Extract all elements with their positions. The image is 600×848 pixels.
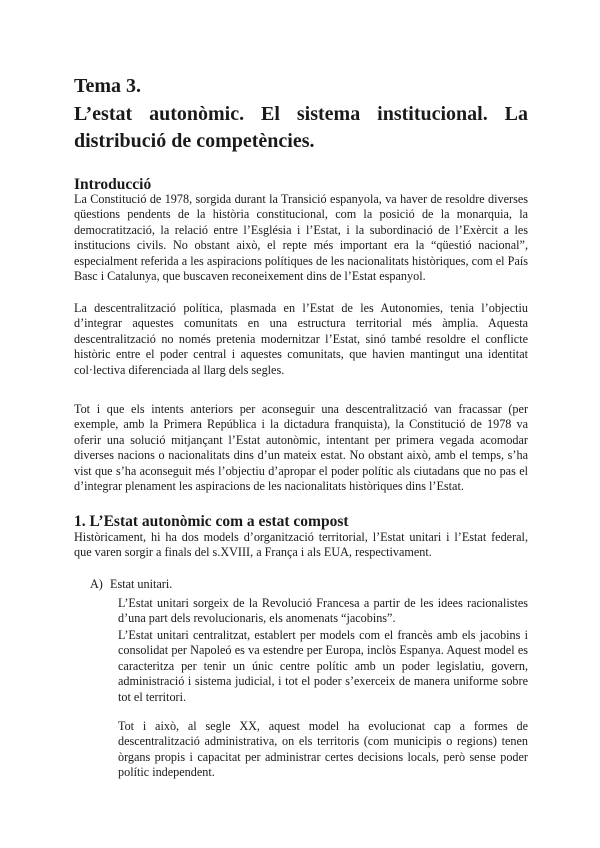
- intro-paragraph-2: La descentralització política, plasmada en l’Estat de les Autonomies, tenia l’objectiu d’integrar aquestes comunitats en una estructura territorial més àmplia. Aquesta descentralització no només pretenia modernitzar l’Estat, sinó també resoldre el conflicte històric entre el poder central i aquestes comunitats, que havien mantingut una identitat col·lectiva diferenciada al llarg dels segles.: [74, 301, 528, 377]
- list-item-a-paragraph-2: L’Estat unitari centralitzat, establert per models com el francès amb els jacobins i consolidat per Napoleó es va estendre per Europa, inclòs Espanya. Aquest model es caracteritza per tenir un únic centre polític amb un poder legislatiu, govern, administració i sistema judicial, i tot el poder s’exerceix de manera uniforme sobre tot el territori.: [118, 628, 528, 704]
- doc-title-line-2: L’estat autonòmic. El sistema institucional. La: [74, 103, 528, 125]
- section-1-paragraph: Històricament, hi ha dos models d’organització territorial, l’Estat unitari i l’Estat federal, que varen sorgir a finals del s.XVIII, a França i als EUA, respectivament.: [74, 530, 528, 560]
- list-item-a-paragraph-1: L’Estat unitari sorgeix de la Revolució Francesa a partir de les idees racionalistes d’una part dels revolucionaris, els anomenats “jacobins”.: [118, 596, 528, 626]
- section-1-heading: 1. L’Estat autonòmic com a estat compost: [74, 513, 349, 530]
- doc-title-line-1: Tema 3.: [74, 75, 142, 97]
- list-marker-a: A): [90, 577, 103, 591]
- intro-paragraph-1: La Constitució de 1978, sorgida durant la Transició espanyola, va haver de resoldre diverses qüestions pendents de la història constitucional, com la posició de la monarquia, la democratització, la relació entre l’Església i l’Estat, i la subordinació de l’Exèrcit a les institucions civils. No obstant això, el repte més important era la “qüestió nacional”, especialment referida a les aspiracions polítiques de les nacionalitats històriques, com el País Basc i Catalunya, que buscaven reconeixement dins de l’Estat espanyol.: [74, 192, 528, 284]
- doc-title-line-3: distribució de competències.: [74, 130, 315, 152]
- intro-heading: Introducció: [74, 176, 152, 193]
- intro-paragraph-3: Tot i que els intents anteriors per aconseguir una descentralització van fracassar (per exemple, amb la Primera República i la dictadura franquista), la Constitució de 1978 va oferir una solució mitjançant l’Estat autonòmic, intentant per primera vegada acomodar diverses nacions o nacionalitats dins d’un mateix estat. No obstant això, amb el temps, s’ha vist que s’ha aconseguit més l’objectiu d’apropar el poder polític als ciutadans que no pas el d’integrar plenament les aspiracions de les nacionalitats històriques dins l’Estat.: [74, 402, 528, 494]
- list-item-a-paragraph-3: Tot i això, al segle XX, aquest model ha evolucionat cap a formes de descentralització administrativa, on els territoris (com municipis o regions) tenen òrgans propis i capacitat per administrar certes decisions locals, però sense poder polític independent.: [118, 719, 528, 780]
- list-item-a-label: Estat unitari.: [110, 577, 173, 591]
